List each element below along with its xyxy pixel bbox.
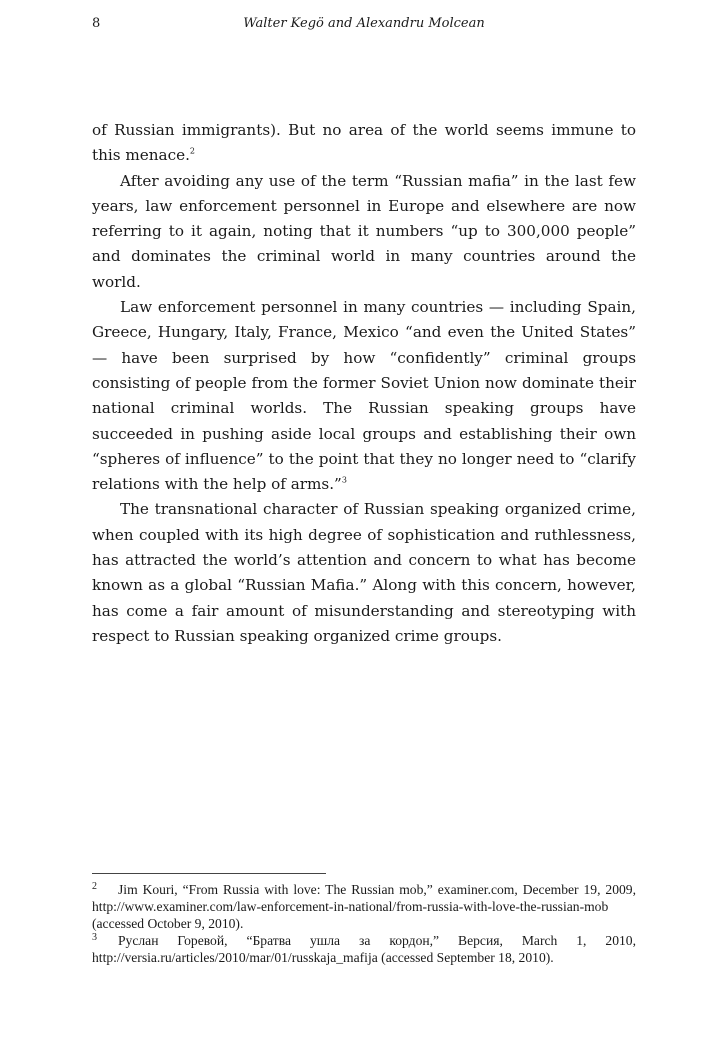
running-title: Walter Kegö and Alexandru Molcean bbox=[243, 16, 485, 31]
paragraph-4: The transnational character of Russian speaking organized crime, when coupled with its high degree of sophistication and ruthlessness, has attracted the world’s attention and concern to what has become known as a global “Russian Mafia.” Along with this concern, however, has come a fair amount of misunderstanding and stereotyping with respect to Russian speaking organized crime groups. bbox=[92, 500, 636, 645]
page-number: 8 bbox=[92, 16, 101, 31]
footnote-ref-2: 2 bbox=[189, 146, 196, 156]
footnote-text: Руслан Горевой, “Братва ушла за кордон,” Версия, March 1, 2010, http://versia.ru/articles/2010/mar/01/russkaja_mafija (accessed September 18, 2010). bbox=[92, 933, 636, 965]
paragraph-1 bbox=[92, 118, 636, 169]
footnote-3: 3 Руслан Горевой, “Братва ушла за кордон,” Версия, March 1, 2010, http://versia.ru/articles/2010/mar/01/russkaja_mafija (accessed September 18, 2010). bbox=[92, 932, 636, 965]
paragraph-3 bbox=[92, 295, 636, 497]
footnote-divider bbox=[92, 873, 326, 874]
footnote-text: Jim Kouri, “From Russia with love: The Russian mob,” examiner.com, December 19, 2009, http://www.examiner.com/law-enforcement-in-national/from-russia-with-love-the-russian-mob (accessed October 9, 2010). bbox=[92, 882, 636, 931]
running-head bbox=[92, 16, 636, 38]
paragraph-3-text: Law enforcement personnel in many countries — including Spain, Greece, Hungary, Italy, France, Mexico “and even the United States” — have been surprised by how “confidently” criminal groups consisting of people from the former Soviet Union now dominate their national criminal worlds. The Russian speaking groups have succeeded in pushing aside local groups and establishing their own “spheres of influence” to the point that they no longer need to “clarify relations with the help of arms.” bbox=[92, 298, 636, 494]
footnotes bbox=[92, 881, 636, 966]
paragraph-2: After avoiding any use of the term “Russian mafia” in the last few years, law enforcement personnel in Europe and elsewhere are now referring to it again, noting that it numbers “up to 300,000 people” and dominates the criminal world in many countries around the world. bbox=[92, 171, 636, 291]
footnote-2: 2 Jim Kouri, “From Russia with love: The Russian mob,” examiner.com, December 19, 2009, http://www.examiner.com/law-enforcement-in-national/from-russia-with-love-the-russian-mob (accessed October 9, 2010). bbox=[92, 881, 636, 931]
footnote-ref-3: 3 bbox=[341, 475, 347, 485]
paragraph-1-text: of Russian immigrants). But no area of the world seems immune to this menace. bbox=[92, 121, 636, 165]
body-text bbox=[92, 118, 636, 649]
